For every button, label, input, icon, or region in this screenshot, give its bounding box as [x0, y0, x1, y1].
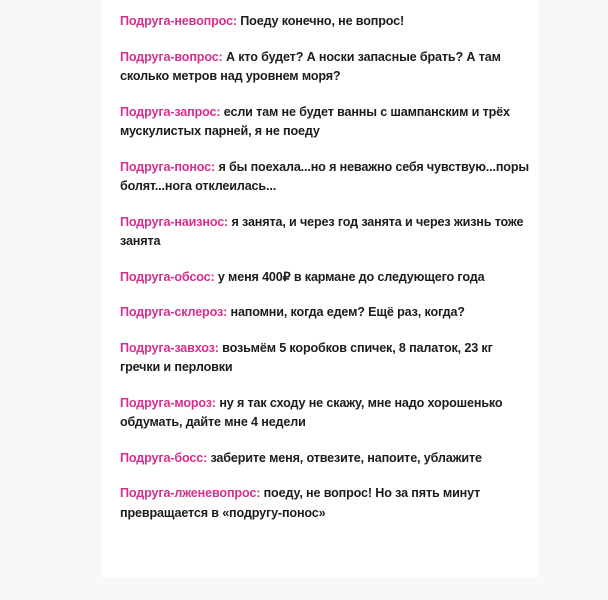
entry-text: А кто будет? А носки запасные брать? А там сколько метров над уровнем моря?	[120, 49, 501, 83]
entry-label: Подруга-запрос	[120, 104, 217, 119]
entry-colon: :	[214, 340, 219, 355]
entry-label: Подруга-наизнос	[120, 214, 225, 229]
entry-colon: :	[232, 14, 237, 28]
entry-text: у меня 400₽ в кармане до следующего года	[217, 269, 485, 284]
entry-label: Подруга-невопрос	[120, 14, 233, 28]
entry-label: Подруга-лженевопрос	[120, 486, 257, 500]
entry-text: я занята, и через год занята и через жизнь тоже занята	[120, 214, 524, 248]
entry-text: если там не будет ванны с шампанским и трёх мускулистых парней, я не поеду	[120, 104, 510, 138]
entry-text: ну я так сходу не скажу, мне надо хорошенько обдумать, дайте мне 4 недели	[120, 395, 503, 429]
entry-text: Поеду конечно, не вопрос!	[240, 14, 405, 28]
entry-label: Подруга-босс	[120, 450, 204, 465]
entry-naiznos	[120, 213, 530, 252]
entry-vopros	[120, 48, 530, 87]
entry-colon: :	[211, 159, 216, 174]
entry-text: напомни, когда едем? Ещё раз, когда?	[230, 305, 465, 319]
entry-label: Подруга-обсос	[120, 269, 211, 284]
entry-moroz	[120, 394, 530, 433]
entry-skleroz	[120, 303, 530, 323]
entry-label: Подруга-понос	[120, 159, 212, 174]
entry-zapros	[120, 103, 530, 142]
entry-label: Подруга-завхоз	[120, 340, 215, 355]
entry-list	[120, 12, 530, 539]
entry-label: Подруга-вопрос	[120, 49, 219, 64]
entry-zavhoz	[120, 339, 530, 378]
entry-obsos	[120, 268, 530, 288]
entry-colon: :	[224, 214, 229, 229]
entry-colon: :	[216, 104, 221, 119]
entry-colon: :	[223, 305, 228, 319]
entry-colon: :	[256, 486, 261, 500]
entry-colon: :	[210, 269, 215, 284]
entry-colon: :	[203, 450, 208, 465]
entry-colon: :	[211, 395, 216, 410]
entry-text: я бы поехала...но я неважно себя чувствую...поры болят...нога отклеилась...	[120, 159, 529, 193]
entry-text: возьмём 5 коробков спичек, 8 палаток, 23 кг гречки и перловки	[120, 340, 493, 374]
entry-label: Подруга-склероз	[120, 305, 224, 319]
entry-colon: :	[218, 49, 223, 64]
entry-text: заберите меня, отвезите, напоите, ублажите	[210, 450, 482, 465]
entry-lzhenevopros	[120, 484, 530, 523]
entry-boss	[120, 449, 530, 469]
entry-nevopros	[120, 12, 530, 32]
entry-ponos	[120, 158, 530, 197]
entry-label: Подруга-мороз	[120, 395, 212, 410]
entry-text: поеду, не вопрос! Но за пять минут превращается в «подругу-понос»	[120, 486, 481, 520]
